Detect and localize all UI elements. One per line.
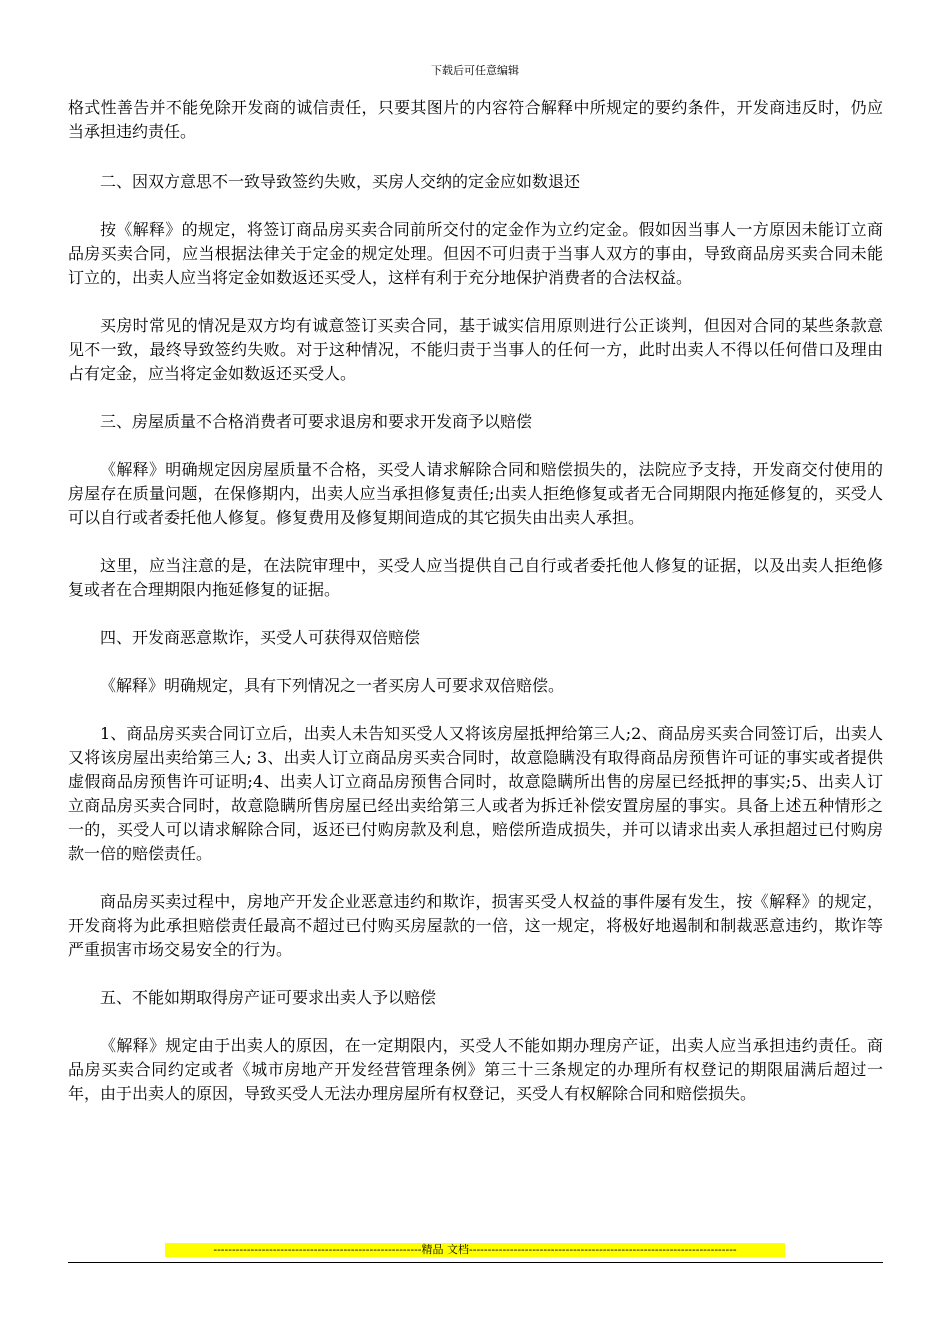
paragraph: 按《解释》的规定，将签订商品房买卖合同前所交付的定金作为立约定金。假如因当事人一方原因未能订立商品房买卖合同，应当根据法律关于定金的规定处理。但因不可归责于当事人双方的事由，导致商品房买卖合同未能订立的，出卖人应当将定金如数返还买受人，这样有利于充分地保护消费者的合法权益。 xyxy=(68,220,883,287)
paragraph: 《解释》明确规定，具有下列情况之一者买房人可要求双倍赔偿。 xyxy=(100,676,565,695)
footer-banner: --------------------------------------------------------精品 文档------------------------------------------------------------------------ xyxy=(165,1243,785,1257)
paragraph: 《解释》规定由于出卖人的原因，在一定期限内，买受人不能如期办理房产证，出卖人应当承担违约责任。商品房买卖合同约定或者《城市房地产开发经营管理条例》第三十三条规定的办理所有权登记的期限届满后超过一年，由于出卖人的原因，导致买受人无法办理房屋所有权登记，买受人有权解除合同和赔偿损失。 xyxy=(68,1036,883,1103)
section-heading-2: 二、因双方意思不一致导致签约失败，买房人交纳的定金应如数退还 xyxy=(100,172,581,191)
section-heading-4: 四、开发商恶意欺诈，买受人可获得双倍赔偿 xyxy=(100,628,421,647)
paragraph-intro: 格式性善告并不能免除开发商的诚信责任，只要其图片的内容符合解释中所规定的要约条件，开发商违反时，仍应当承担违约责任。 xyxy=(68,98,883,141)
paragraph-list: 1、商品房买卖合同订立后，出卖人未告知买受人又将该房屋抵押给第三人;2、商品房买卖合同签订后，出卖人又将该房屋出卖给第三人; 3、出卖人订立商品房买卖合同时，故意隐瞒没有取得商品房预售许可证的事实或者提供虚假商品房预售许可证明;4、出卖人订立商品房预售合同时，故意隐瞒所出售的房屋已经抵押的事实;5、出卖人订立商品房买卖合同时，故意隐瞒所售房屋已经出卖给第三人或者为拆迁补偿安置房屋的事实。具备上述五种情形之一的，买受人可以请求解除合同，返还已付购房款及利息，赔偿所造成损失，并可以请求出卖人承担超过已付购房款一倍的赔偿责任。 xyxy=(68,724,883,863)
paragraph: 买房时常见的情况是双方均有诚意签订买卖合同，基于诚实信用原则进行公正谈判，但因对合同的某些条款意见不一致，最终导致签约失败。对于这种情况，不能归责于当事人的任何一方，此时出卖人不得以任何借口及理由占有定金，应当将定金如数返还买受人。 xyxy=(68,316,883,383)
page-header: 下载后可任意编辑 xyxy=(431,64,519,77)
paragraph: 这里，应当注意的是，在法院审理中，买受人应当提供自己自行或者委托他人修复的证据，以及出卖人拒绝修复或者在合理期限内拖延修复的证据。 xyxy=(68,556,883,599)
paragraph: 商品房买卖过程中，房地产开发企业恶意违约和欺诈，损害买受人权益的事件屡有发生，按《解释》的规定，开发商将为此承担赔偿责任最高不超过已付购买房屋款的一倍，这一规定，将极好地遏制和制裁恶意违约，欺诈等严重损害市场交易安全的行为。 xyxy=(68,892,883,959)
section-heading-3: 三、房屋质量不合格消费者可要求退房和要求开发商予以赔偿 xyxy=(100,412,533,431)
document-body xyxy=(68,96,883,1106)
paragraph: 《解释》明确规定因房屋质量不合格，买受人请求解除合同和赔偿损失的，法院应予支持，开发商交付使用的房屋存在质量问题，在保修期内，出卖人应当承担修复责任;出卖人拒绝修复或者无合同期限内拖延修复的，买受人可以自行或者委托他人修复。修复费用及修复期间造成的其它损失由出卖人承担。 xyxy=(68,460,883,527)
footer-divider xyxy=(68,1262,883,1263)
section-heading-5: 五、不能如期取得房产证可要求出卖人予以赔偿 xyxy=(100,988,437,1007)
